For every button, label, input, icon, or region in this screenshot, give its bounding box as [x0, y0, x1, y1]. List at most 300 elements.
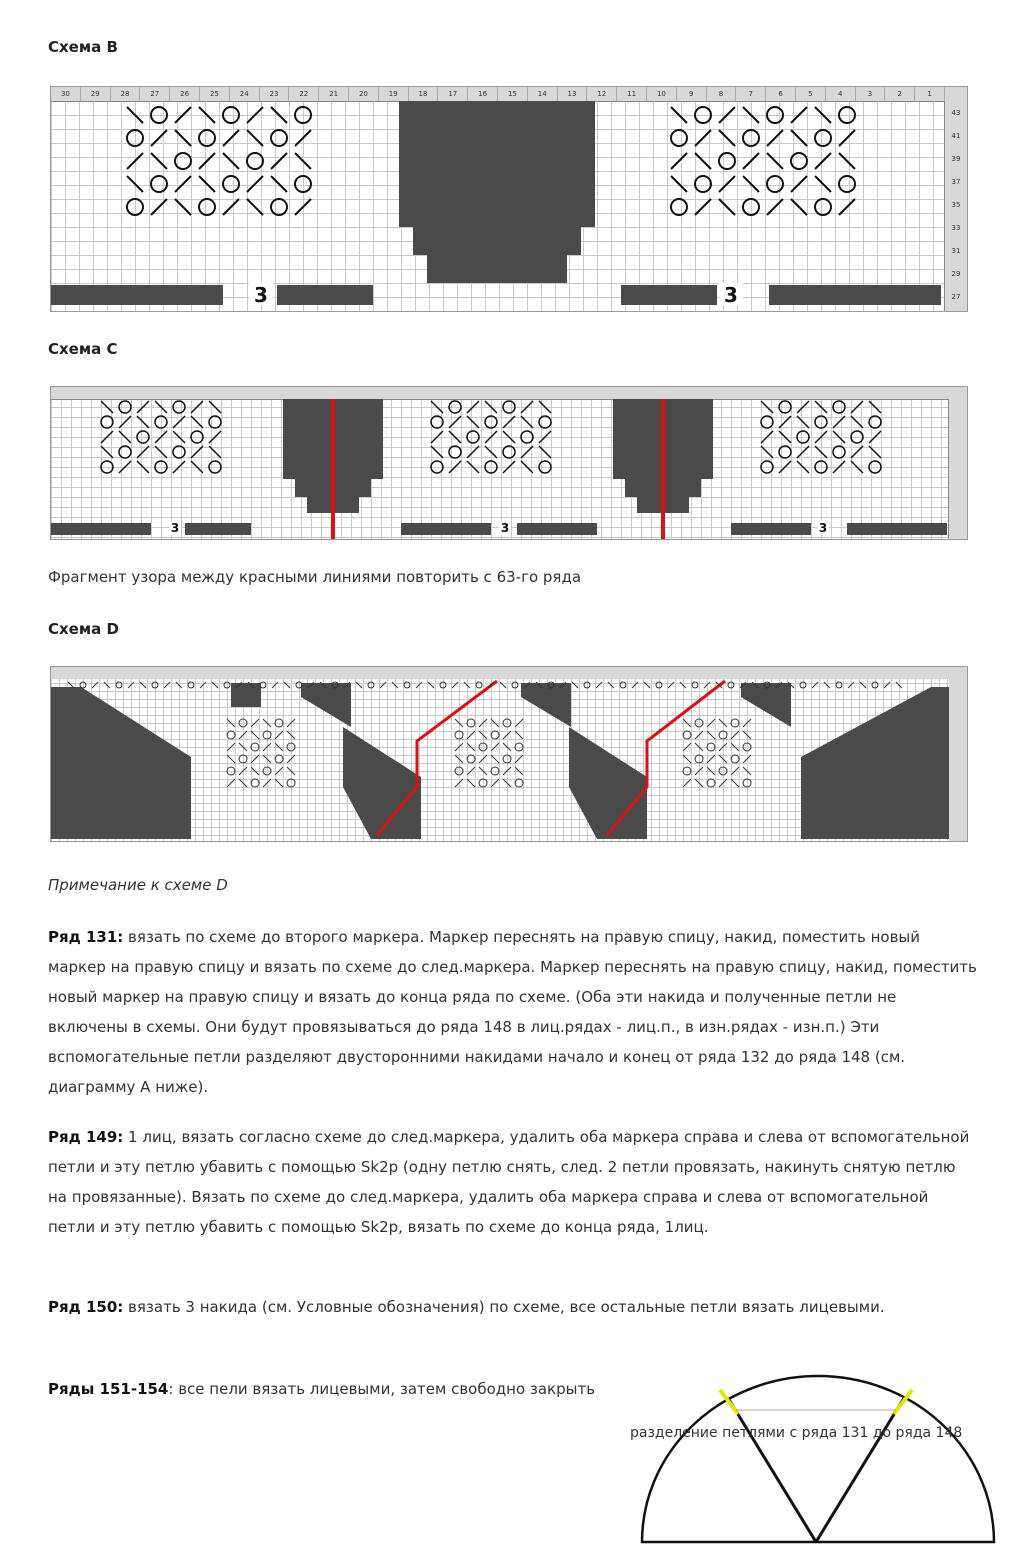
knit-symbol [767, 153, 783, 169]
knit-symbol [251, 731, 259, 739]
knit-symbol [239, 743, 247, 751]
scheme-c-chart [50, 386, 968, 540]
knit-symbol [683, 755, 691, 763]
knit-symbol [671, 176, 687, 192]
knit-symbol [761, 401, 773, 413]
diagram-a [636, 1370, 1006, 1550]
column-number: 24 [230, 87, 260, 101]
row-number: 27 [951, 293, 961, 301]
knit-symbol [485, 461, 497, 473]
knit-symbol [815, 416, 827, 428]
knit-symbol [833, 416, 845, 428]
knit-symbol [209, 401, 221, 413]
knit-symbol [521, 416, 533, 428]
knit-symbol [743, 107, 759, 123]
knit-symbol [467, 743, 475, 751]
repeat-mark: 3 [170, 521, 180, 535]
knit-symbol [743, 743, 751, 751]
knit-symbol [515, 755, 523, 763]
knit-symbol [671, 107, 687, 123]
knit-symbol [812, 682, 818, 688]
knit-symbol [683, 767, 691, 775]
knit-symbol [287, 731, 295, 739]
knit-symbol [572, 682, 578, 688]
knit-symbol [209, 446, 221, 458]
knit-symbol [431, 461, 443, 473]
knit-symbol [515, 743, 523, 751]
column-number: 12 [587, 87, 617, 101]
knit-symbol [119, 446, 131, 458]
knit-symbol [743, 779, 751, 787]
knit-symbol [404, 682, 410, 688]
knit-symbol [127, 107, 143, 123]
column-number: 18 [409, 87, 439, 101]
knit-symbol [449, 461, 461, 473]
knit-symbol [271, 153, 287, 169]
knit-symbol [271, 199, 287, 215]
knit-symbol [719, 755, 727, 763]
knit-symbol [695, 779, 703, 787]
knit-symbol [431, 431, 443, 443]
row-number: 33 [951, 224, 961, 232]
knit-symbol [175, 130, 191, 146]
knit-symbol [833, 401, 845, 413]
knit-symbol [815, 431, 827, 443]
knit-symbol [431, 446, 443, 458]
knit-symbol [152, 682, 158, 688]
knit-symbol [173, 431, 185, 443]
knit-symbol [191, 446, 203, 458]
knit-symbol [271, 176, 287, 192]
knit-symbol [503, 401, 515, 413]
knit-symbol [271, 130, 287, 146]
knit-symbol [671, 199, 687, 215]
knit-symbol [155, 416, 167, 428]
knit-symbol [584, 682, 590, 688]
knit-symbol [731, 767, 739, 775]
knit-symbol [173, 401, 185, 413]
knit-symbol [515, 731, 523, 739]
knit-symbol [287, 719, 295, 727]
column-number: 26 [170, 87, 200, 101]
knit-symbol [251, 755, 259, 763]
knit-symbol [767, 107, 783, 123]
knit-symbol [491, 719, 499, 727]
knit-symbol [833, 431, 845, 443]
knit-symbol [127, 199, 143, 215]
knit-symbol [731, 779, 739, 787]
knit-symbol [683, 731, 691, 739]
column-number: 5 [796, 87, 826, 101]
knit-symbol [608, 682, 614, 688]
knit-symbol [431, 416, 443, 428]
knit-symbol [155, 431, 167, 443]
column-number: 9 [677, 87, 707, 101]
knit-symbol [455, 779, 463, 787]
knit-symbol [779, 461, 791, 473]
column-number: 30 [51, 87, 81, 101]
knit-symbol [815, 401, 827, 413]
diagram-label: разделение петлями с ряда 131 до ряда 148 [630, 1425, 963, 1441]
knit-symbol [479, 767, 487, 775]
division-line-left [728, 1398, 816, 1542]
knit-symbol [779, 446, 791, 458]
knit-symbol [251, 767, 259, 775]
knit-symbol [455, 731, 463, 739]
knit-symbol [275, 719, 283, 727]
knit-symbol [839, 153, 855, 169]
knit-symbol [191, 461, 203, 473]
knit-symbol [275, 731, 283, 739]
knit-symbol [176, 682, 182, 688]
knit-symbol [199, 153, 215, 169]
knit-symbol [500, 682, 506, 688]
knit-symbol [223, 153, 239, 169]
knit-symbol [695, 130, 711, 146]
knit-symbol [503, 416, 515, 428]
knit-symbol [263, 731, 271, 739]
knit-symbol [119, 416, 131, 428]
knit-symbol [761, 431, 773, 443]
knit-symbol [815, 461, 827, 473]
knit-symbol [839, 130, 855, 146]
column-number: 10 [647, 87, 677, 101]
knit-symbol [191, 431, 203, 443]
knit-symbol [815, 446, 827, 458]
column-number: 17 [438, 87, 468, 101]
column-number: 29 [81, 87, 111, 101]
knit-symbol [263, 719, 271, 727]
knit-symbol [227, 719, 235, 727]
knit-symbol [485, 431, 497, 443]
knit-symbol [503, 461, 515, 473]
knit-symbol [464, 682, 470, 688]
knit-symbol [284, 682, 290, 688]
knit-symbol [743, 755, 751, 763]
knit-symbol [797, 461, 809, 473]
knit-symbol [719, 107, 735, 123]
column-number: 6 [766, 87, 796, 101]
column-number: 23 [260, 87, 290, 101]
knit-symbol [227, 767, 235, 775]
knit-symbol [797, 446, 809, 458]
knit-symbol [851, 401, 863, 413]
row-number: 39 [951, 155, 961, 163]
knit-symbol [223, 130, 239, 146]
repeat-mark: 3 [249, 283, 273, 305]
scheme-d-title: Схема D [48, 620, 119, 638]
knit-symbol [851, 461, 863, 473]
knit-symbol [175, 199, 191, 215]
knit-symbol [707, 719, 715, 727]
knit-symbol [503, 431, 515, 443]
knit-symbol [449, 446, 461, 458]
knit-symbol [199, 107, 215, 123]
knit-symbol [247, 199, 263, 215]
knit-symbol [275, 779, 283, 787]
knit-symbol [515, 767, 523, 775]
knit-symbol [223, 107, 239, 123]
knit-symbol [539, 416, 551, 428]
knit-symbol [719, 130, 735, 146]
knit-symbol [596, 682, 602, 688]
knit-symbol [539, 446, 551, 458]
knit-symbol [449, 416, 461, 428]
knit-symbol [137, 401, 149, 413]
row-149-label: Ряд 149: [48, 1128, 124, 1146]
column-number: 1 [915, 87, 945, 101]
knit-symbol [209, 461, 221, 473]
knit-symbol [227, 743, 235, 751]
knit-symbol [767, 176, 783, 192]
knit-symbol [656, 682, 662, 688]
knit-symbol [263, 779, 271, 787]
row-131-text: вязать по схеме до второго маркера. Маркер переснять на правую спицу, накид, поместить новый маркер на правую спицу и вязать по схеме до след.маркера. Маркер переснять на правую спицу, накид, поместить новый маркер на правую спицу и вязать до конца ряда по схеме. (Оба эти накида и полученные петли не включены в схемы. Они будут провязываться до ряда 148 в лиц.рядах - лиц.п., в изн.рядах - изн.п.) Эти вспомогательные петли разделяют двусторонними накидами начало и конец от ряда 132 до ряда 148 (см. диаграмму А ниже). [48, 928, 977, 1096]
row-131-note [48, 922, 978, 1102]
knit-symbol [815, 130, 831, 146]
knit-symbol [521, 446, 533, 458]
knit-symbol [860, 682, 866, 688]
knit-symbol [428, 682, 434, 688]
column-number: 2 [885, 87, 915, 101]
knit-symbol [848, 682, 854, 688]
knit-symbol [467, 719, 475, 727]
knit-symbol [707, 779, 715, 787]
column-number: 3 [856, 87, 886, 101]
row-151-note [48, 1374, 688, 1404]
knit-symbol [644, 682, 650, 688]
knit-symbol [247, 153, 263, 169]
knit-symbol [680, 682, 686, 688]
knit-symbol [467, 431, 479, 443]
knit-symbol [251, 779, 259, 787]
knit-symbol [632, 682, 638, 688]
knit-symbol [224, 682, 230, 688]
knit-symbol [719, 153, 735, 169]
knit-symbol [431, 401, 443, 413]
knit-symbol [731, 719, 739, 727]
knit-symbol [683, 719, 691, 727]
knit-symbol [119, 461, 131, 473]
scheme-b-chart [50, 86, 968, 312]
knit-symbol [137, 431, 149, 443]
repeat-mark: 3 [818, 521, 828, 535]
knit-symbol [356, 682, 362, 688]
knit-symbol [392, 682, 398, 688]
knit-symbol [851, 416, 863, 428]
knit-symbol [833, 461, 845, 473]
knit-symbol [239, 755, 247, 763]
knit-symbol [101, 431, 113, 443]
knit-symbol [173, 461, 185, 473]
knit-symbol [719, 767, 727, 775]
knit-symbol [271, 107, 287, 123]
knit-symbol [440, 682, 446, 688]
row-150-note [48, 1292, 978, 1322]
knit-symbol [101, 401, 113, 413]
knit-symbol [227, 779, 235, 787]
knit-symbol [815, 176, 831, 192]
knit-symbol [140, 682, 146, 688]
knit-symbol [485, 446, 497, 458]
knit-symbol [199, 199, 215, 215]
knit-symbol [295, 130, 311, 146]
knit-symbol [695, 176, 711, 192]
knit-symbol [455, 743, 463, 751]
knit-symbol [719, 719, 727, 727]
knit-symbol [239, 779, 247, 787]
knit-symbol [151, 130, 167, 146]
knit-symbol [209, 431, 221, 443]
knit-symbol [479, 779, 487, 787]
scheme-d-chart [50, 666, 968, 842]
knit-symbol [743, 199, 759, 215]
knit-symbol [692, 682, 698, 688]
knit-symbol [275, 743, 283, 751]
knit-symbol [839, 199, 855, 215]
knit-symbol [101, 461, 113, 473]
column-number: 16 [468, 87, 498, 101]
knit-symbol [521, 431, 533, 443]
row-number: 35 [951, 201, 961, 209]
knit-symbol [815, 107, 831, 123]
row-149-note [48, 1122, 978, 1242]
knit-symbol [275, 755, 283, 763]
column-number: 28 [111, 87, 141, 101]
knit-symbol [539, 431, 551, 443]
knit-symbol [503, 731, 511, 739]
knit-symbol [467, 731, 475, 739]
knit-symbol [287, 767, 295, 775]
knit-symbol [869, 416, 881, 428]
knit-symbol [467, 401, 479, 413]
knit-symbol [467, 461, 479, 473]
knit-symbol [719, 199, 735, 215]
knit-symbol [731, 755, 739, 763]
knit-symbol [503, 446, 515, 458]
knit-symbol [449, 401, 461, 413]
knit-symbol [668, 682, 674, 688]
column-number: 19 [379, 87, 409, 101]
knit-symbol [695, 767, 703, 775]
knit-symbol [119, 431, 131, 443]
knit-symbol [485, 401, 497, 413]
knit-symbol [188, 682, 194, 688]
column-number: 8 [707, 87, 737, 101]
knit-symbol [683, 779, 691, 787]
knit-symbol [539, 461, 551, 473]
knit-symbol [869, 401, 881, 413]
column-number: 15 [498, 87, 528, 101]
knit-symbol [247, 107, 263, 123]
knit-symbol [137, 446, 149, 458]
knit-symbol [191, 416, 203, 428]
knit-symbol [521, 461, 533, 473]
row-number: 43 [951, 109, 961, 117]
knit-symbol [767, 130, 783, 146]
knit-symbol [671, 153, 687, 169]
knit-symbol [671, 130, 687, 146]
knit-symbol [791, 153, 807, 169]
knit-symbol [155, 446, 167, 458]
knit-symbol [104, 682, 110, 688]
knit-symbol [164, 682, 170, 688]
knit-symbol [791, 176, 807, 192]
knit-symbol [539, 401, 551, 413]
knit-symbol [503, 755, 511, 763]
row-151-text: : все пели вязать лицевыми, затем свободно закрыть [168, 1380, 596, 1398]
knit-symbol [455, 767, 463, 775]
knit-symbol [695, 107, 711, 123]
knit-symbol [173, 416, 185, 428]
knit-symbol [287, 755, 295, 763]
knit-symbol [227, 731, 235, 739]
knit-symbol [227, 755, 235, 763]
knit-symbol [173, 446, 185, 458]
knit-symbol [761, 446, 773, 458]
knit-symbol [719, 779, 727, 787]
knit-symbol [263, 743, 271, 751]
knit-symbol [485, 416, 497, 428]
row-number: 29 [951, 270, 961, 278]
knit-symbol [263, 767, 271, 775]
scheme-d-drawing [51, 667, 967, 841]
knit-symbol [824, 682, 830, 688]
knit-symbol [743, 176, 759, 192]
knit-symbol [503, 767, 511, 775]
row-150-text: вязать 3 накида (см. Условные обозначения) по схеме, все остальные петли вязать лицевыми. [123, 1298, 885, 1316]
knit-symbol [287, 779, 295, 787]
knit-symbol [779, 431, 791, 443]
knit-symbol [884, 682, 890, 688]
knit-symbol [779, 416, 791, 428]
column-number: 11 [617, 87, 647, 101]
knit-symbol [137, 461, 149, 473]
knit-symbol [743, 153, 759, 169]
knit-symbol [212, 682, 218, 688]
knit-symbol [743, 731, 751, 739]
knit-symbol [251, 719, 259, 727]
knit-symbol [869, 431, 881, 443]
knit-symbol [767, 199, 783, 215]
row-number: 31 [951, 247, 961, 255]
column-number: 13 [558, 87, 588, 101]
knit-symbol [380, 682, 386, 688]
knit-symbol [199, 176, 215, 192]
knit-symbol [800, 682, 806, 688]
knit-symbol [515, 779, 523, 787]
knit-symbol [743, 719, 751, 727]
knit-symbol [479, 731, 487, 739]
scheme-c-caption: Фрагмент узора между красными линиями повторить с 63-го ряда [48, 568, 582, 586]
knit-symbol [199, 130, 215, 146]
knit-symbol [223, 199, 239, 215]
note-title: Примечание к схеме D [48, 876, 228, 894]
knit-symbol [191, 401, 203, 413]
column-number: 21 [319, 87, 349, 101]
row-131-label: Ряд 131: [48, 928, 124, 946]
knit-symbol [719, 743, 727, 751]
knit-symbol [127, 130, 143, 146]
knit-symbol [239, 719, 247, 727]
knit-symbol [92, 682, 98, 688]
knit-symbol [815, 199, 831, 215]
knit-symbol [791, 199, 807, 215]
knit-symbol [209, 416, 221, 428]
knit-symbol [247, 176, 263, 192]
knit-symbol [761, 416, 773, 428]
knit-symbol [851, 446, 863, 458]
